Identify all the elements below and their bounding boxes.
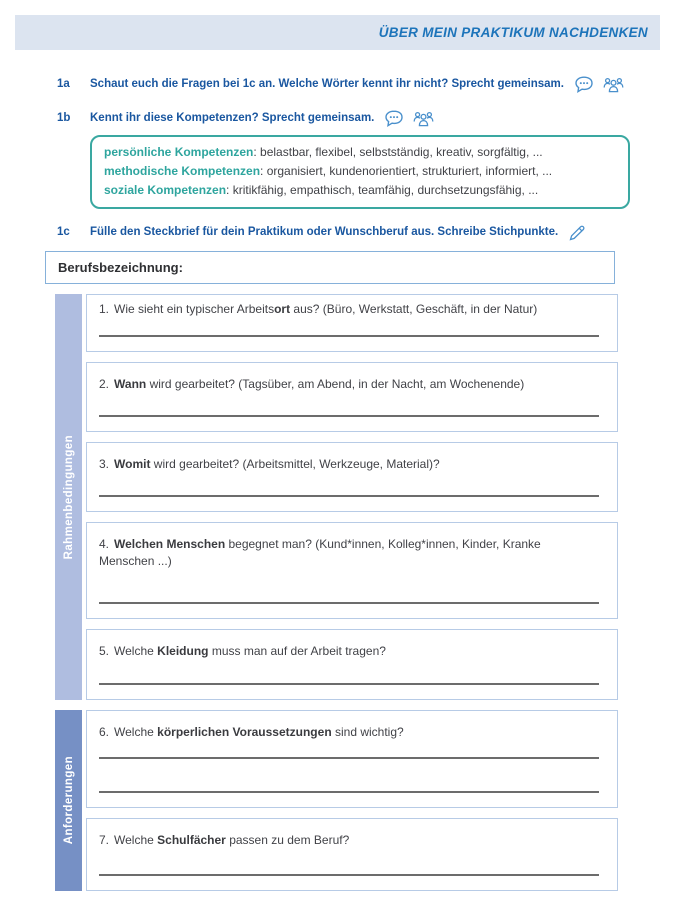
task-row-1c <box>57 224 660 242</box>
question-text-part: wird gearbeitet? (Arbeitsmittel, Werkzeuge, Material)? <box>150 457 440 471</box>
competency-line <box>104 162 616 181</box>
section-sidebar <box>55 710 82 891</box>
question-text-part: muss man auf der Arbeit tragen? <box>208 644 386 658</box>
question-keyword: körperlichen Voraussetzungen <box>157 725 332 739</box>
answer-lines <box>99 415 605 417</box>
question-box <box>86 522 618 619</box>
section-label: Rahmenbedingungen <box>62 434 75 560</box>
task-instruction: Kennt ihr diese Kompetenzen? Sprecht gemeinsam. <box>90 112 375 124</box>
task-number: 1a <box>57 78 70 90</box>
job-title-field <box>45 251 615 284</box>
question-text <box>99 376 605 393</box>
form-section <box>55 710 618 891</box>
answer-line <box>99 495 599 497</box>
task-instruction: Schaut euch die Fragen bei 1c an. Welche Wörter kennt ihr nicht? Sprecht gemeinsam. <box>90 78 564 90</box>
question-text <box>99 456 605 473</box>
question-box <box>86 818 618 891</box>
question-column <box>86 710 618 891</box>
page-title: ÜBER MEIN PRAKTIKUM NACHDENKEN <box>378 25 648 40</box>
question-number: 6. <box>99 725 110 739</box>
group-icon <box>603 76 624 93</box>
question-box <box>86 710 618 808</box>
answer-lines <box>99 335 605 337</box>
competency-label: methodische Kompetenzen <box>104 164 261 178</box>
answer-line <box>99 415 599 417</box>
question-number: 1. <box>99 302 110 316</box>
task-number: 1b <box>57 112 71 124</box>
question-number: 2. <box>99 377 110 391</box>
answer-line <box>99 757 599 759</box>
question-text-part: aus? (Büro, Werkstatt, Geschäft, in der Natur) <box>290 302 538 316</box>
competency-text: : organisiert, kundenorientiert, strukturiert, informiert, ... <box>260 164 553 178</box>
task-number: 1c <box>57 226 70 238</box>
question-keyword: ort <box>274 302 291 316</box>
question-text-part: wird gearbeitet? (Tagsüber, am Abend, in der Nacht, am Wochenende) <box>146 377 525 391</box>
task-icons <box>574 76 624 93</box>
question-text <box>99 724 605 741</box>
question-text <box>99 832 605 849</box>
answer-lines <box>99 874 605 876</box>
question-text <box>99 301 605 318</box>
question-number: 4. <box>99 537 110 551</box>
competency-label: persönliche Kompetenzen <box>104 145 254 159</box>
question-box <box>86 362 618 432</box>
question-keyword: Schulfächer <box>157 833 226 847</box>
question-box <box>86 629 618 700</box>
task-row-1b <box>57 110 660 127</box>
header-bar <box>15 15 660 50</box>
group-icon <box>413 110 434 127</box>
answer-lines <box>99 602 605 604</box>
task-icons <box>384 110 434 127</box>
answer-line <box>99 602 599 604</box>
answer-line <box>99 791 599 793</box>
competency-label: soziale Kompetenzen <box>104 183 227 197</box>
section-label: Anforderungen <box>62 756 75 845</box>
competency-text: : belastbar, flexibel, selbstständig, kreativ, sorgfältig, ... <box>253 145 543 159</box>
task-row-1a <box>57 76 660 93</box>
question-text-part: passen zu dem Beruf? <box>225 833 350 847</box>
question-keyword: Womit <box>114 457 151 471</box>
competency-line <box>104 143 616 162</box>
question-number: 5. <box>99 644 110 658</box>
question-keyword: Welchen Menschen <box>114 537 226 551</box>
question-text-part: Wie sieht ein typischer Arbeits <box>114 302 275 316</box>
answer-line <box>99 874 599 876</box>
question-text <box>99 643 605 660</box>
speech-bubble-icon <box>574 76 594 93</box>
answer-line <box>99 335 599 337</box>
question-text-part: Welche <box>114 833 158 847</box>
question-text-part: Welche <box>114 644 158 658</box>
form-section <box>55 294 618 700</box>
question-box <box>86 294 618 352</box>
competency-line <box>104 181 616 200</box>
question-text-part: sind wichtig? <box>331 725 404 739</box>
answer-lines <box>99 757 605 793</box>
question-text-part: begegnet man? (Kund*innen, Kolleg*innen, Kinder, Kranke Menschen ...) <box>99 537 541 568</box>
answer-line <box>99 683 599 685</box>
competency-box <box>90 135 630 209</box>
steckbrief-form <box>55 294 618 891</box>
job-title-label: Berufsbezeichnung: <box>58 260 183 275</box>
question-text <box>99 536 569 570</box>
section-sidebar <box>55 294 82 700</box>
speech-bubble-icon <box>384 110 404 127</box>
answer-lines <box>99 495 605 497</box>
question-column <box>86 294 618 700</box>
task-instruction: Fülle den Steckbrief für dein Praktikum oder Wunschberuf aus. Schreibe Stichpunkte. <box>90 226 559 238</box>
answer-lines <box>99 683 605 685</box>
question-keyword: Wann <box>114 377 147 391</box>
question-text-part: Welche <box>114 725 158 739</box>
pencil-icon <box>568 224 586 242</box>
question-box <box>86 442 618 512</box>
question-keyword: Kleidung <box>157 644 209 658</box>
question-number: 7. <box>99 833 110 847</box>
task-icons <box>568 224 586 242</box>
competency-text: : kritikfähig, empathisch, teamfähig, durchsetzungsfähig, ... <box>226 183 539 197</box>
question-number: 3. <box>99 457 110 471</box>
